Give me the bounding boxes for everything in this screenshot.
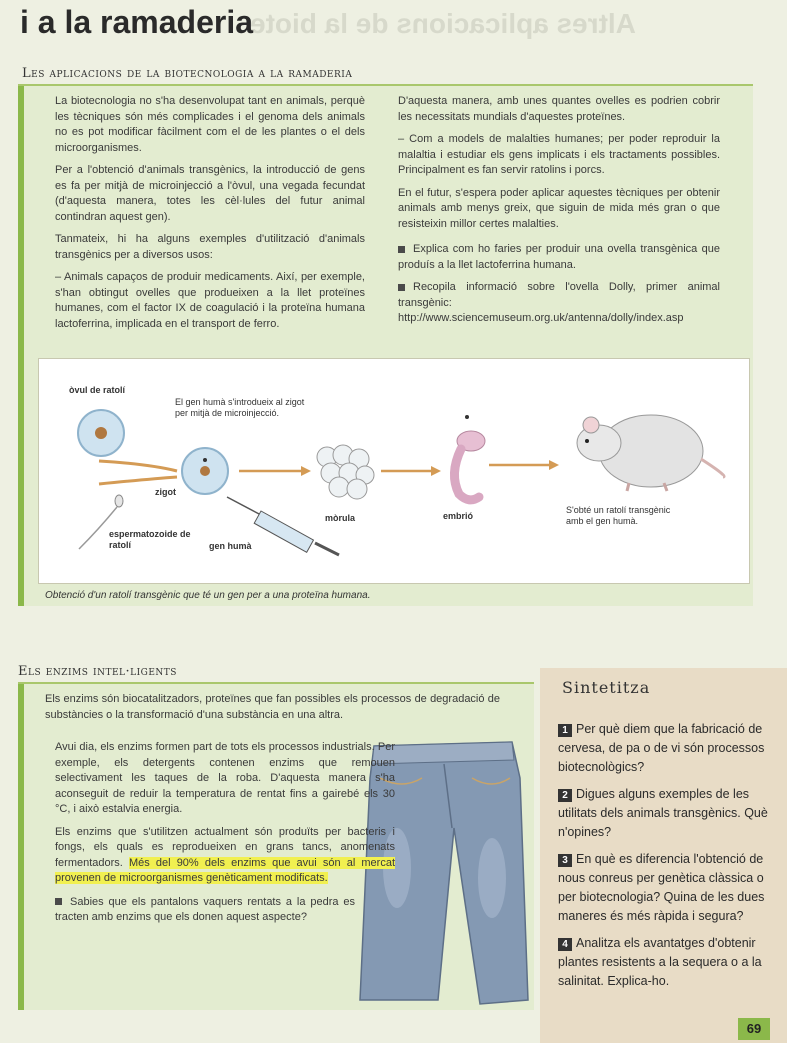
section2-body [55, 740, 395, 933]
arrow-ovum [99, 461, 177, 471]
question-number: 3 [558, 854, 572, 867]
question-item: 2 Digues alguns exemples de les utilitats dels animals transgènics. Què n'opines? [558, 787, 768, 839]
sperm-icon [115, 495, 123, 507]
question-number: 2 [558, 789, 572, 802]
sintetitza-title: Sintetitza [562, 678, 651, 697]
question-number: 4 [558, 938, 572, 951]
label-morula: mòrula [325, 513, 356, 523]
question-item: 3 En què es diferencia l'obtenció de nous conreus per genètica clàssica o per biotecnologia? Quina de les dues maneres és més ràpida i segura? [558, 852, 765, 923]
morula-icon [317, 445, 374, 499]
label-zygote: zigot [155, 487, 176, 497]
sintetitza-questions [558, 720, 770, 999]
square-bullet-icon [55, 898, 62, 905]
transgenic-mouse-diagram [38, 358, 750, 584]
page-number: 69 [738, 1018, 770, 1040]
task-item: Sabies que els pantalons vaquers rentats a la pedra es tracten amb enzims que els donen aquest aspecte? [55, 895, 355, 923]
square-bullet-icon [398, 246, 405, 253]
section-title-enzims: Els enzims intel·ligents [18, 664, 177, 679]
highlighted-text: Més del 90% dels enzims que avui són al mercat provenen de microorganismes genèticament modificats. [55, 856, 395, 884]
paragraph: – Animals capaços de produir medicaments. Així, per exemple, s'han obtingut ovelles que produeixen a la llet proteïnes humanes, com el factor IX de coagulació i la proteïna humana lactoferrina, implicada en el transport de ferro. [55, 271, 365, 330]
paragraph: Tanmateix, hi ha alguns exemples d'utilització d'animals transgènics per a diversos usos: [55, 233, 365, 261]
label-sperm: espermatozoide de ratolí [109, 529, 191, 550]
question-item: 4 Analitza els avantatges d'obtenir plantes resistents a la sequera o a la salinitat. Explica-ho. [558, 936, 762, 988]
label-result: S'obté un ratolí transgènic amb el gen humà. [566, 505, 671, 526]
task-item: Recopila informació sobre l'ovella Dolly, primer animal transgènic: http://www.sciencemuseum.org.uk/antenna/dolly/index.asp [398, 281, 720, 324]
question-number: 1 [558, 724, 572, 737]
section1-left-column [55, 94, 365, 339]
paragraph: – Com a models de malalties humanes; per poder reproduir la malaltia i estudiar els gens implicats i els tractaments possibles. Principalment es fan servir ratolins i porcs. [398, 133, 720, 176]
task-item: Explica com ho faries per produir una ovella transgènica que produís a la llet lactoferrina humana. [398, 243, 720, 271]
paragraph: En el futur, s'espera poder aplicar aquestes tècniques per obtenir animals amb menys greix, que siguin de mida més gran o que resisteixin millor certes malalties. [398, 186, 720, 230]
label-gen-note: El gen humà s'introdueix al zigot per mitjà de microinjecció. [175, 397, 305, 418]
section1-bar [18, 86, 24, 606]
paragraph: Avui dia, els enzims formen part de tots els processos industrials. Per exemple, els detergents contenen enzims que remouen selectivament les taques de la roba. D'aquesta manera s'ha aconseguit de reduir la temperatura de rentat fins a gairebé els 30 °C, i això estalvia energia. [55, 741, 395, 815]
ghost-mirror-title: Altres aplicacions de la biote [250, 8, 636, 39]
ovum-nucleus [95, 427, 107, 439]
section-title-ramaderia: Les aplicacions de la biotecnologia a la ramaderia [22, 66, 353, 81]
paragraph: Els enzims són biocatalitzadors, proteïnes que fan possibles els processos de degradació de substàncies o la transformació d'una substància en una altra. [45, 693, 500, 721]
question-item: 1 Per què diem que la fabricació de cervesa, de pa o de vi són processos biotecnològics? [558, 722, 765, 774]
mouse-icon [577, 415, 724, 491]
arrow-sperm [99, 477, 177, 484]
diagram-graphic [39, 359, 751, 585]
paragraph: La biotecnologia no s'ha desenvolupat tant en animals, perquè les tècniques són més complicades i el genoma dels animals no es pot modificar fàcilment com el de les plantes o el dels microorganismes. [55, 95, 365, 154]
section2-bar [18, 684, 24, 1010]
paragraph: Els enzims que s'utilitzen actualment són produïts per bacteris i fongs, els quals es reprodueixen en grans tancs, anomenats fermentadors. Més del 90% dels enzims que avui són al mercat provenen de microorganismes genèticament modificats. [55, 825, 395, 884]
square-bullet-icon [398, 284, 405, 291]
page-title: i a la ramaderia [20, 4, 254, 40]
paragraph: D'aquesta manera, amb unes quantes ovelles es podrien cobrir les necessitats mundials d'aquestes proteïnes. [398, 95, 720, 123]
paragraph: Per a l'obtenció d'animals transgènics, la introducció de gens es fa per mitjà de microinjecció a l'òvul, una vegada fecundat (d'aquesta manera, totes les cèl·lules del futur animal contindran aquest gen). [55, 164, 365, 223]
section2-intro [45, 692, 500, 730]
label-gen-huma: gen humà [209, 541, 252, 551]
label-ovum: òvul de ratolí [69, 385, 126, 395]
diagram-caption: Obtenció d'un ratolí transgènic que té un gen per a una proteïna humana. [45, 590, 371, 601]
embryo-icon [454, 415, 485, 500]
section1-right-column [398, 94, 720, 334]
label-embryo: embrió [443, 511, 474, 521]
